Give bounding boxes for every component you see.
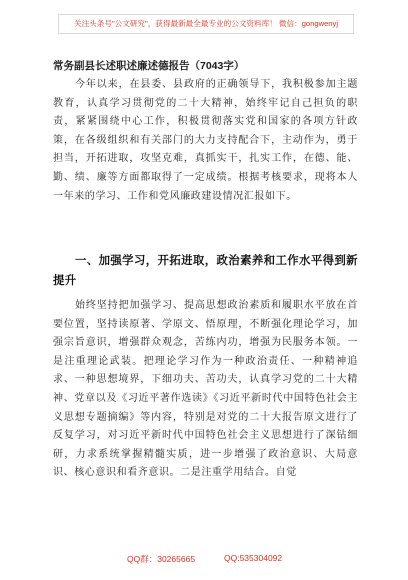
section-heading-1: 一、加强学习，开拓进取，政治素养和工作水平得到新提升 [53, 255, 358, 287]
body-paragraph-2: 始终坚持把加强学习、提高思想政治素质和履职水平放在首要位置，坚持读原著、学原文、悟原理，不断强化理论学习，加强宗旨意识，增强群众观念，苦练内功，增强为民服务本领。一是注重理论武装。把理论学习作为一种政治责任、一种精神追求、一种思想境界，下细功夫、苦功夫，认真学习党的二十大精神、党章以及《习近平著作选读》《习近平新时代中国特色社会主义思想专题摘编》等内容，特别是对党的二十大报告原文进行了反复学习，对习近平新时代中国特色社会主义思想进行了深钻细研，力求系统掌握精髓实质，进一步增强了政治意识、大局意识、核心意识和看齐意识。二是注重学用结合。自觉 [53, 300, 358, 479]
document-title: 常务副县长述职述廉述德报告（7043字） [53, 60, 245, 72]
promo-banner: 关注头条号"公文研究"，获得最新最全最专业的公文资料库！ 微信：gongwenyj [58, 14, 354, 34]
qq-contact-number: QQ:535304092 [224, 553, 283, 563]
body-paragraph-1: 今年以来，在县委、县政府的正确领导下，我积极参加主题教育，认真学习贯彻党的二十大精神，始终牢记自己担负的职责，紧紧围绕中心工作，积极贯彻落实党和国家的各项方针政策，在各级组织和有关部门的大力支持配合下，主动作为，勇于担当，开拓进取，攻坚克难，真抓实干，扎实工作，在德、能、勤、绩、廉等方面都取得了一定成绩。根据考核要求，现将本人一年来的学习、工作和党风廉政建设情况汇报如下。 [53, 79, 358, 202]
qq-group-number: QQ群：30265665 [127, 554, 196, 564]
